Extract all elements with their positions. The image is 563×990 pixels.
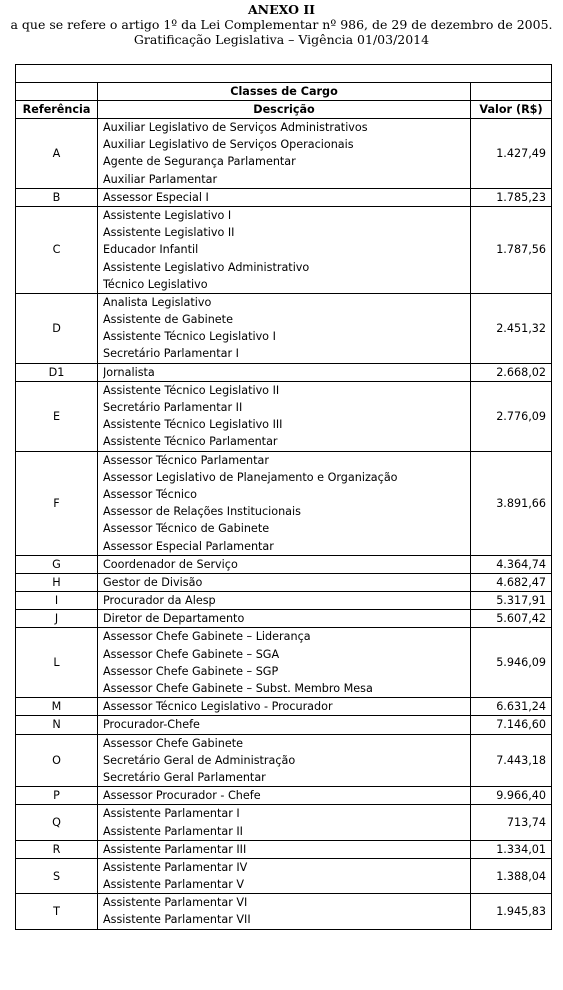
description-line: Assistente Legislativo Administrativo: [103, 260, 310, 274]
reference-cell: I: [16, 592, 98, 610]
description-line: Assessor Técnico: [103, 487, 198, 501]
description-cell: [98, 805, 471, 840]
description-cell: [98, 381, 471, 451]
description-line: Secretário Parlamentar II: [103, 401, 243, 414]
description-line: Procurador-Chefe: [103, 718, 200, 732]
reference-cell: C: [16, 206, 98, 293]
value-cell: 3.891,66: [471, 451, 552, 555]
description-line: Assistente de Gabinete: [103, 313, 233, 327]
table-row: [16, 573, 552, 591]
table-row: [16, 805, 552, 840]
value-cell: 4.364,74: [471, 555, 552, 573]
description-line: Assessor Especial I: [103, 190, 209, 204]
description-line: Assessor Chefe Gabinete – Liderança: [103, 630, 311, 644]
blank-top-cell: [16, 65, 552, 83]
description-line: Assistente Parlamentar II: [103, 824, 243, 838]
description-line: Analista Legislativo: [103, 295, 212, 309]
description-cell: [98, 555, 471, 573]
table-row: [16, 628, 552, 698]
value-cell: 713,74: [471, 805, 552, 840]
description-line: Jornalista: [103, 365, 155, 379]
description-cell: [98, 610, 471, 628]
description-line: Assistente Legislativo II: [103, 226, 235, 240]
reference-cell: E: [16, 381, 98, 451]
description-line: Assistente Técnico Legislativo I: [103, 330, 276, 344]
reference-cell: J: [16, 610, 98, 628]
description-line: Assistente Parlamentar IV: [103, 860, 248, 874]
description-line: Auxiliar Parlamentar: [103, 172, 218, 186]
group-header-empty-left: [16, 83, 98, 101]
document-title: ANEXO II: [247, 2, 316, 17]
blank-top-row: [16, 65, 552, 83]
description-cell: [98, 573, 471, 591]
column-header-reference: Referência: [16, 101, 98, 119]
document-subtitle-validity: Gratificação Legislativa – Vigência 01/03/2014: [133, 32, 430, 47]
description-cell: [98, 592, 471, 610]
description-line: Agente de Segurança Parlamentar: [103, 155, 296, 169]
value-cell: 1.787,56: [471, 206, 552, 293]
salary-table: [15, 64, 552, 930]
description-cell: [98, 451, 471, 555]
description-line: Assistente Parlamentar VI: [103, 896, 248, 910]
table-row: [16, 592, 552, 610]
value-cell: 6.631,24: [471, 698, 552, 716]
description-line: Procurador da Alesp: [103, 594, 216, 608]
description-line: Educador Infantil: [103, 243, 199, 257]
description-line: Assessor Chefe Gabinete – Subst. Membro Mesa: [103, 682, 373, 695]
description-cell: [98, 698, 471, 716]
reference-cell: Q: [16, 805, 98, 840]
reference-cell: A: [16, 119, 98, 189]
description-cell: [98, 206, 471, 293]
salary-table-body: [16, 65, 552, 930]
description-line: Assistente Parlamentar V: [103, 878, 245, 892]
group-header-empty-right: [471, 83, 552, 101]
description-line: Assistente Parlamentar III: [103, 842, 247, 856]
table-row: [16, 188, 552, 206]
description-cell: [98, 894, 471, 929]
value-cell: 2.451,32: [471, 293, 552, 363]
group-header-row: [16, 83, 552, 101]
value-cell: 5.607,42: [471, 610, 552, 628]
description-cell: [98, 119, 471, 189]
value-cell: 2.776,09: [471, 381, 552, 451]
table-row: [16, 858, 552, 893]
reference-cell: R: [16, 840, 98, 858]
reference-cell: N: [16, 716, 98, 734]
table-row: [16, 610, 552, 628]
value-cell: 1.785,23: [471, 188, 552, 206]
table-row: [16, 787, 552, 805]
table-row: [16, 698, 552, 716]
column-header-row: [16, 101, 552, 119]
description-line: Assistente Técnico Parlamentar: [103, 435, 278, 449]
reference-cell: G: [16, 555, 98, 573]
description-line: Assessor Chefe Gabinete – SGA: [103, 647, 280, 661]
description-cell: [98, 840, 471, 858]
reference-cell: B: [16, 188, 98, 206]
description-cell: [98, 363, 471, 381]
description-cell: [98, 734, 471, 787]
table-row: [16, 894, 552, 929]
description-line: Assessor Chefe Gabinete – SGP: [103, 664, 279, 678]
value-cell: 1.945,83: [471, 894, 552, 929]
table-row: [16, 451, 552, 555]
value-cell: 5.946,09: [471, 628, 552, 698]
column-header-value: Valor (R$): [471, 101, 552, 119]
reference-cell: O: [16, 734, 98, 787]
description-line: Assistente Parlamentar I: [103, 807, 240, 821]
value-cell: 1.334,01: [471, 840, 552, 858]
table-row: [16, 840, 552, 858]
description-line: Assessor Técnico Parlamentar: [103, 453, 269, 467]
value-cell: 1.427,49: [471, 119, 552, 189]
reference-cell: P: [16, 787, 98, 805]
value-cell: 9.966,40: [471, 787, 552, 805]
value-cell: 2.668,02: [471, 363, 552, 381]
reference-cell: L: [16, 628, 98, 698]
description-line: Secretário Parlamentar I: [103, 347, 239, 361]
table-row: [16, 555, 552, 573]
description-cell: [98, 858, 471, 893]
description-line: Técnico Legislativo: [103, 277, 208, 291]
description-cell: [98, 787, 471, 805]
description-line: Assessor Procurador - Chefe: [103, 789, 261, 803]
description-line: Assessor Técnico Legislativo - Procurador: [103, 700, 333, 714]
reference-cell: T: [16, 894, 98, 929]
description-line: Assessor Legislativo de Planejamento e Organização: [103, 470, 398, 484]
reference-cell: M: [16, 698, 98, 716]
description-line: Assessor Chefe Gabinete: [103, 736, 243, 750]
table-row: [16, 734, 552, 787]
description-cell: [98, 188, 471, 206]
value-cell: 4.682,47: [471, 573, 552, 591]
description-cell: [98, 716, 471, 734]
table-row: [16, 119, 552, 189]
group-header-classes: Classes de Cargo: [98, 83, 471, 101]
description-line: Coordenador de Serviço: [103, 557, 238, 571]
reference-cell: D1: [16, 363, 98, 381]
description-line: Assessor Técnico de Gabinete: [103, 522, 270, 536]
description-line: Gestor de Divisão: [103, 575, 203, 589]
value-cell: 1.388,04: [471, 858, 552, 893]
table-row: [16, 363, 552, 381]
description-line: Assessor de Relações Institucionais: [103, 505, 301, 519]
column-header-description: Descrição: [98, 101, 471, 119]
reference-cell: F: [16, 451, 98, 555]
reference-cell: D: [16, 293, 98, 363]
description-line: Auxiliar Legislativo de Serviços Operacionais: [103, 138, 354, 152]
description-line: Secretário Geral de Administração: [103, 753, 296, 767]
document-subtitle-law: a que se refere o artigo 1º da Lei Complementar nº 986, de 29 de dezembro de 2005.: [10, 17, 553, 32]
description-line: Secretário Geral Parlamentar: [103, 770, 266, 784]
table-row: [16, 381, 552, 451]
table-row: [16, 206, 552, 293]
description-line: Assistente Técnico Legislativo II: [103, 383, 280, 397]
description-cell: [98, 628, 471, 698]
description-line: Assistente Técnico Legislativo III: [103, 418, 283, 432]
description-line: Assistente Parlamentar VII: [103, 913, 251, 927]
description-line: Assistente Legislativo I: [103, 208, 232, 222]
reference-cell: S: [16, 858, 98, 893]
description-line: Auxiliar Legislativo de Serviços Administrativos: [103, 121, 368, 134]
table-row: [16, 293, 552, 363]
value-cell: 7.443,18: [471, 734, 552, 787]
table-row: [16, 716, 552, 734]
value-cell: 7.146,60: [471, 716, 552, 734]
description-line: Assessor Especial Parlamentar: [103, 539, 274, 553]
reference-cell: H: [16, 573, 98, 591]
value-cell: 5.317,91: [471, 592, 552, 610]
description-line: Diretor de Departamento: [103, 612, 245, 626]
description-cell: [98, 293, 471, 363]
